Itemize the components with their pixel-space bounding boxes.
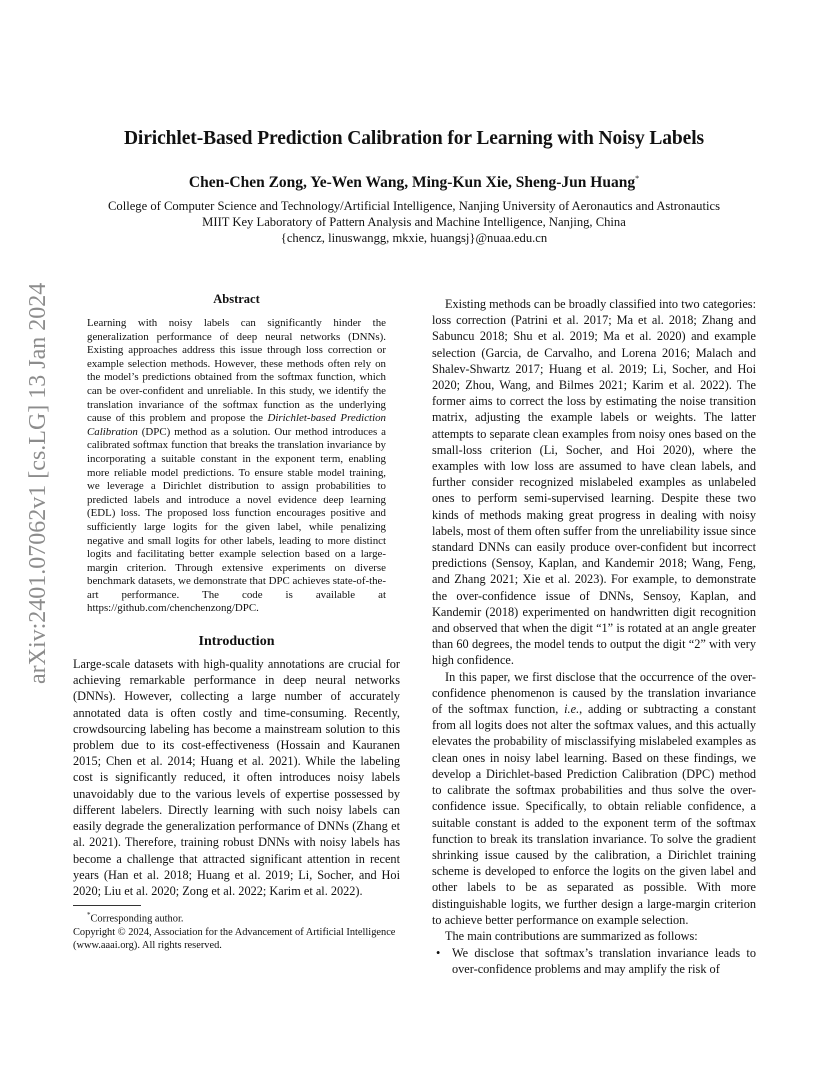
- footnote-text: Corresponding author.: [90, 913, 184, 925]
- right-column: [432, 296, 756, 978]
- arxiv-identifier: arXiv:2401.07062v1 [cs.LG] 13 Jan 2024: [25, 282, 51, 684]
- copyright-notice: Copyright © 2024, Association for the Advancement of Artificial Intelligence (www.aaai.org). All rights reserved.: [73, 926, 396, 952]
- footnote-divider: [73, 905, 141, 906]
- body-paragraph: [432, 669, 756, 928]
- contribution-list-item: [432, 945, 756, 977]
- corresponding-author-mark: *: [635, 174, 640, 183]
- body-paragraph: Existing methods can be broadly classified into two categories: loss correction (Patrini et al. 2017; Ma et al. 2018; Zhang and Sabuncu 2018; Shu et al. 2019; Ma et al. 2020) and example selection (Garcia, de Carvalho, and Lorena 2016; Malach and Shalev-Shwartz 2017; Huang et al. 2019; Li, Socher, and Hoi 2020; Zhou, Wang, and Bilmes 2021; Karim et al. 2022). The former aims to correct the loss by estimating the noise transition matrix, adjusting the example labels or weights. The latter attempts to separate clean examples from noisy ones based on the small-loss criterion (Li, Socher, and Hoi 2020), where the examples with low loss are assumed to have clean labels, and further consider recognized mislabeled examples as unlabeled ones to perform semi-supervised learning. Despite these two kinds of methods making great progress in dealing with noisy labels, most of them often suffer from the unreliability issue since standard DNNs can easily produce over-confident but incorrect predictions (Sensoy, Kaplan, and Kandemir 2018; Wang, Feng, and Zhang 2021; Xie et al. 2023). For example, to demonstrate the over-confidence issue of DNNs, Sensoy, Kaplan, and Kandemir (2018) experimented on handwritten digit recognition and observed that when the digit “1” is rotated at an angle greater than 60 degrees, the model tends to output the digit “2” with very high confidence.: [432, 297, 756, 668]
- author-names: Chen-Chen Zong, Ye-Wen Wang, Ming-Kun Xie, Sheng-Jun Huang: [188, 174, 636, 192]
- ie-emphasis: i.e.: [564, 702, 580, 717]
- author-list: [0, 174, 828, 192]
- paragraph-text: , adding or subtracting a constant from all logits does not alter the softmax values, and this actually elevates the probability of misclassifying mislabeled examples as clean ones in noisy label learning. Based on these findings, we develop a Dirichlet-based Prediction Calibration (DPC) method to calibrate the softmax probabilities and thus solve the over-confidence issue. Specifically, to obtain reliable confidence, a suitable constant is added to the exponent term of the softmax function to break its translation invariance. To solve the gradient shrinking issue caused by the calibration, a Dirichlet training scheme is developed to enforce the logits on the given label and other labels to be as separated as possible. With more distinguishable logits, we further design a large-margin criterion to achieve better performance on example selection.: [432, 702, 757, 927]
- author-emails: {chencz, linuswangg, mkxie, huangsj}@nuaa.edu.cn: [280, 231, 548, 245]
- abstract-heading: Abstract: [213, 292, 260, 306]
- paper-title: Dirichlet-Based Prediction Calibration for Learning with Noisy Labels: [123, 128, 705, 149]
- method-name-emphasis: Dirichlet-based Prediction Calibration: [87, 412, 386, 438]
- affiliations: [0, 198, 828, 246]
- footnote-mark: *: [87, 911, 91, 920]
- bullet-icon: •: [436, 946, 441, 961]
- affiliation-line: MIIT Key Laboratory of Pattern Analysis and Machine Intelligence, Nanjing, China: [202, 215, 626, 229]
- affiliation-line: College of Computer Science and Technology/Artificial Intelligence, Nanjing University of Aeronautics and Astronautics: [108, 199, 720, 213]
- footnote: [73, 909, 400, 926]
- left-column: [73, 292, 400, 953]
- contributions-intro: The main contributions are summarized as follows:: [445, 928, 698, 943]
- abstract-text: (DPC) method as a solution. Our method introduces a calibrated softmax function that breaks the translation invariance by incorporating a suitable constant in the exponent term, enabling more reliable model predictions. To ensure stable model training, we leverage a Dirichlet distribution to assign probabilities to predicted labels and introduce a novel evidence deep learning (EDL) loss. The proposed loss function encourages positive and sufficiently large logits for the given label, while penalizing negative and small logits for other labels, leading to more distinct logits and facilitating better example selection based on a large-margin criterion. Through extensive experiments on diverse benchmark datasets, we demonstrate that DPC achieves state-of-the-art performance. The code is available at https://github.com/chenchenzong/DPC.: [87, 425, 386, 615]
- abstract-text: Learning with noisy labels can significantly hinder the generalization performance of deep neural networks (DNNs). Existing approaches address this issue through loss correction or example selection methods. However, these methods often rely on the model’s predictions obtained from the softmax function, which can be over-confident and unreliable. In this study, we identify the translation invariance of the softmax function as the underlying cause of this problem and propose the: [87, 317, 386, 425]
- introduction-heading: Introduction: [198, 634, 275, 650]
- abstract-body: [87, 317, 386, 616]
- paragraph-text: In this paper, we first disclose that the occurrence of the over-confidence phenomenon is caused by the translation invariance of the softmax function,: [432, 669, 756, 717]
- introduction-paragraph: Large-scale datasets with high-quality annotations are crucial for achieving remarkable performance in deep neural networks (DNNs). However, collecting a large number of accurately annotated data is often costly and time-consuming. Recently, crowdsourcing labeling has become a mainstream solution to this problem due to its cost-effectiveness (Hossain and Kauranen 2015; Chen et al. 2014; Huang et al. 2021). While the labeling cost is significantly reduced, it often introduces noisy labels unavoidably due to the various levels of expertise possessed by different labelers. Directly learning with such noisy labels can easily degrade the generalization performance of DNNs (Zhang et al. 2021). Therefore, training robust DNNs with noisy labels has become a challenge that attracted significant attention in recent years (Han et al. 2018; Huang et al. 2019; Li, Socher, and Hoi 2020; Liu et al. 2020; Zong et al. 2022; Karim et al. 2022).: [73, 657, 400, 898]
- contribution-text: We disclose that softmax’s translation invariance leads to over-confidence problems and may amplify the risk of: [452, 946, 756, 977]
